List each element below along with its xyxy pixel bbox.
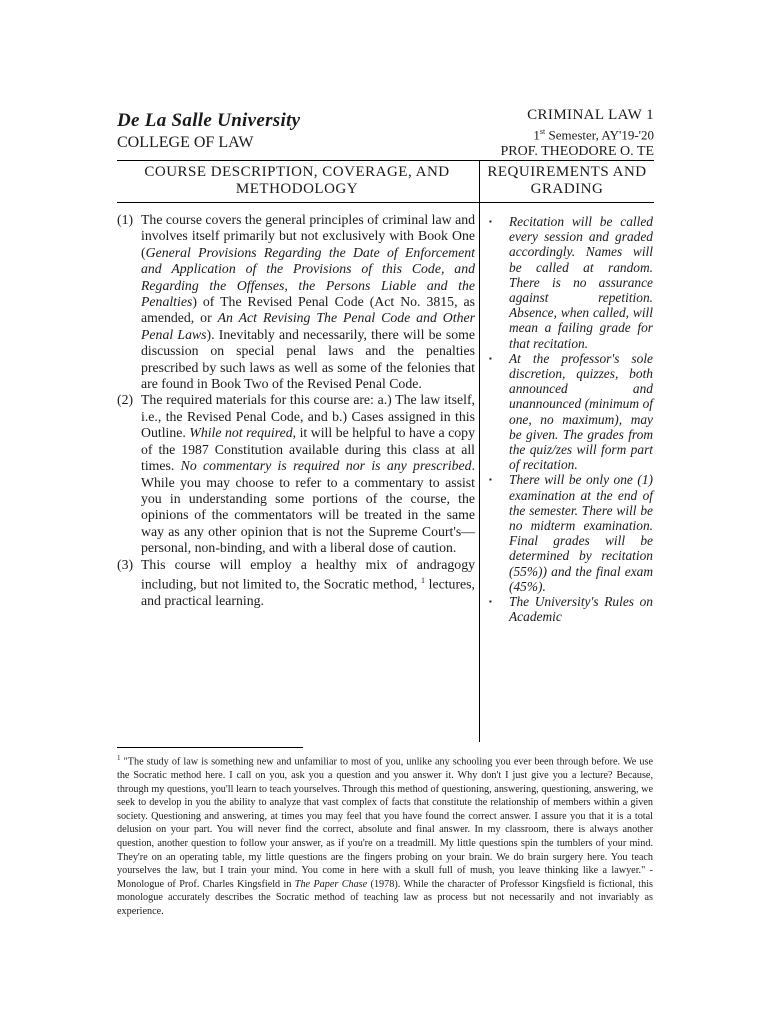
description-item <box>117 557 475 610</box>
text-segment: While not required <box>189 425 293 441</box>
footnote-rest: (1978). While the character of Professor Kingsfield is fictional, this monologue accurately describes the Socratic method of teaching law as process but not necessarily and not invariably as experience. <box>117 878 653 917</box>
item-text <box>141 557 475 610</box>
bullet-icon: ▪ <box>489 217 492 226</box>
university-name: De La Salle University <box>117 110 301 131</box>
requirement-item <box>489 472 653 594</box>
footnote-rule <box>117 747 303 748</box>
item-number: (2) <box>117 392 134 408</box>
item-text <box>141 392 475 556</box>
text-segment: This course will employ a healthy mix of andragogy including, but not limited to, the Socratic method, <box>141 556 475 592</box>
text-segment: ). Inevitably and necessarily, there will be some discussion on special penal laws and the penalties prescribed by such laws as well as some of the felonies that are found in Book Two of the Revised Penal Code. <box>141 326 475 392</box>
text-segment: , it will be helpful to have a copy of the 1987 Constitution available during this class at all times. <box>141 425 475 474</box>
footnote-quote: "The study of law is something new and unfamiliar to most of you, unlike any schooling you ever been through before. We use the Socratic method here. I call on you, ask you a question and you answer it. Why don't I just give you a lecture? Because, through my questions, you'll learn to teach yourselves. Through this method of questioning, answering, questioning, answering, we seek to develop in you the ability to analyze that vast complex of facts that constitute the relationship of members within a given society. Questioning and answering, at times you may feel that you have found the correct answer. I assure you that it is a total delusion on your part. You will never find the correct, absolute and final answer. In my classroom, there is always another question, another question to follow your answer, as if you're on a treadmill. My little questions spin the tumblers of your mind. They're on an operating table, my little questions are the fingers probing on your brain. We do brain surgery here. You teach yourselves the law, but I train your mind. You come in here with a skull full of mush, you leave thinking like a lawyer." - Monologue of Prof. Charles Kingsfield in <box>117 756 653 890</box>
text-segment: An Act Revising The Penal Code and Other Penal Laws <box>141 310 475 342</box>
description-item <box>117 212 475 392</box>
text-segment: No commentary is required nor is any prescribed <box>180 458 472 474</box>
description-heading: COURSE DESCRIPTION, COVERAGE, AND METHODOLOGY <box>144 164 450 197</box>
semester-text: Semester, AY'19-'20 <box>545 127 654 143</box>
text-segment: The course covers the general principles of criminal law and involves itself primarily but not exclusively with Book One ( <box>141 212 475 260</box>
requirements-list <box>489 214 653 624</box>
footnote <box>117 752 653 919</box>
bullet-icon: ▪ <box>489 475 492 485</box>
bullet-icon: ▪ <box>489 353 492 363</box>
table-header-rule <box>117 202 654 203</box>
header-left <box>117 110 300 153</box>
table-top-rule <box>117 160 654 161</box>
requirement-text: There will be only one (1) examination at the end of the semester. There will be no midterm examination. Final grades will be determined by recitation (55%)) and the final exam (45%). <box>509 472 653 594</box>
requirement-text: Recitation will be called every session and graded accordingly. Names will be called at random. There is no assurance against repetition. Absence, when called, will mean a failing grade for that recitation. <box>509 214 653 351</box>
item-number: (3) <box>117 556 134 572</box>
requirement-item <box>489 351 653 473</box>
college-name: COLLEGE OF LAW <box>117 134 254 151</box>
requirement-text: The University's Rules on Academic <box>509 594 653 625</box>
text-segment: General Provisions Regarding the Date of Enforcement and Application of the Provisions of this Code, and Regarding the Offenses, the Persons Liable and the Penalties <box>141 244 475 310</box>
item-number: (1) <box>117 212 134 227</box>
description-item <box>117 392 475 556</box>
semester-line <box>500 124 654 143</box>
requirement-item <box>489 214 653 351</box>
footnote-marker: 1 <box>117 754 121 762</box>
item-text <box>141 212 475 392</box>
text-segment: ) of The Revised Penal Code (Act No. 3815, as amended, or <box>141 294 475 326</box>
footnote-film-title: The Paper Chase <box>294 878 368 890</box>
column-divider <box>479 160 480 742</box>
requirement-text: At the professor's sole discretion, quizzes, both announced and unannounced (minimum of one, no maximum), may be given. The grades from the quiz/zes will form part of recitation. <box>509 350 653 473</box>
text-segment: The required materials for this course are: a.) The law itself, i.e., the Revised Penal Code, and b.) Cases assigned in this Outline. <box>141 392 475 441</box>
text-segment: lectures, and practical learning. <box>141 576 475 608</box>
header-right <box>500 106 654 160</box>
requirements-heading: REQUIREMENTS AND GRADING <box>487 164 647 197</box>
description-list <box>117 212 475 609</box>
bullet-icon: ▪ <box>489 597 492 607</box>
course-title: CRIMINAL LAW 1 <box>527 107 654 123</box>
requirement-item <box>489 594 653 624</box>
footnote-reference: 1 <box>421 575 425 585</box>
semester-number: 1 <box>533 127 540 143</box>
professor-name: PROF. THEODORE O. TE <box>500 144 654 160</box>
semester-ordinal: st <box>539 127 546 136</box>
text-segment: . While you may choose to refer to a commentary to assist you in understanding some portions of the course, the opinions of the commentators will be treated in the same way as any other opinion that is not the Supreme Court's—personal, non-binding, and with a liberal dose of caution. <box>141 458 476 556</box>
